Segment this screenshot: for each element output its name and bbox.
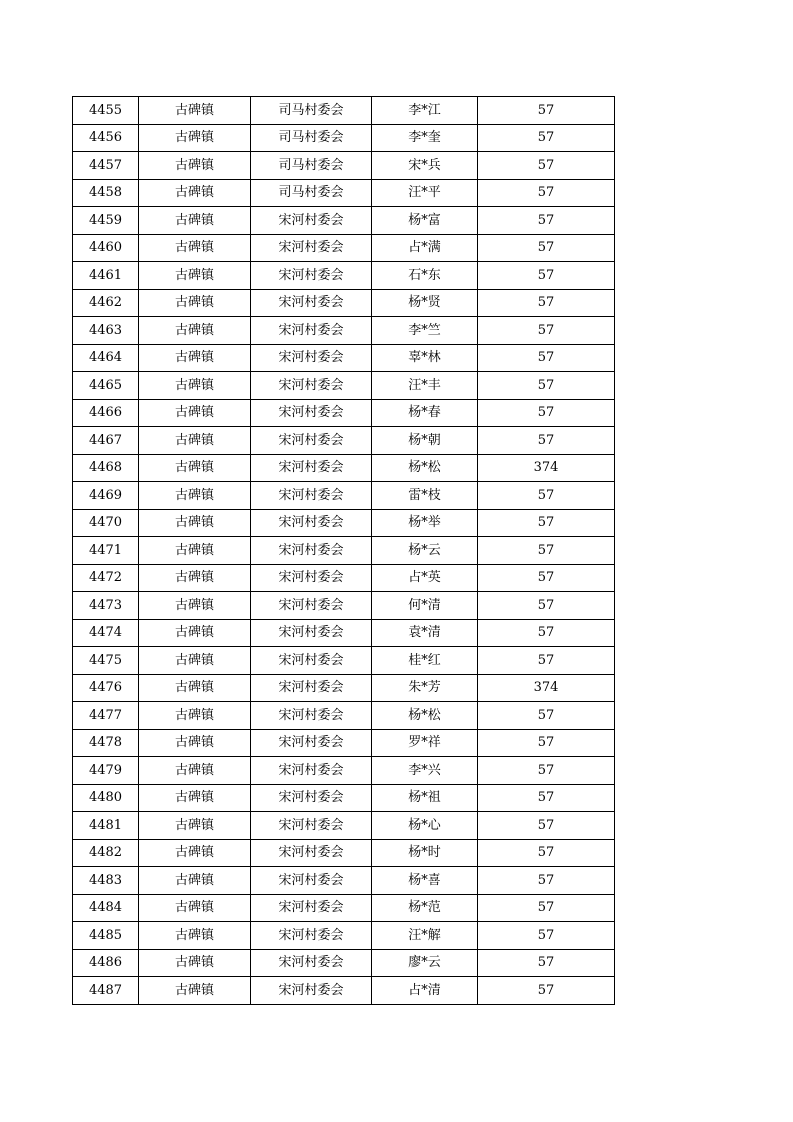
amount-cell: 57 [478, 124, 615, 152]
name-cell: 李*兴 [372, 757, 478, 785]
row-number-cell: 4466 [73, 399, 139, 427]
village-committee-cell: 宋河村委会 [251, 482, 372, 510]
name-cell: 杨*心 [372, 812, 478, 840]
table-row [73, 152, 615, 180]
amount-cell: 57 [478, 234, 615, 262]
town-cell: 古碑镇 [139, 124, 251, 152]
town-cell: 古碑镇 [139, 289, 251, 317]
village-committee-cell: 宋河村委会 [251, 867, 372, 895]
town-cell: 古碑镇 [139, 812, 251, 840]
town-cell: 古碑镇 [139, 152, 251, 180]
row-number-cell: 4471 [73, 537, 139, 565]
name-cell: 占*满 [372, 234, 478, 262]
table-row [73, 867, 615, 895]
name-cell: 雷*枝 [372, 482, 478, 510]
amount-cell: 57 [478, 647, 615, 675]
row-number-cell: 4482 [73, 839, 139, 867]
name-cell: 宋*兵 [372, 152, 478, 180]
amount-cell: 374 [478, 454, 615, 482]
village-committee-cell: 宋河村委会 [251, 289, 372, 317]
amount-cell: 57 [478, 949, 615, 977]
village-committee-cell: 宋河村委会 [251, 784, 372, 812]
village-committee-cell: 宋河村委会 [251, 427, 372, 455]
amount-cell: 374 [478, 674, 615, 702]
village-committee-cell: 宋河村委会 [251, 592, 372, 620]
row-number-cell: 4470 [73, 509, 139, 537]
town-cell: 古碑镇 [139, 537, 251, 565]
name-cell: 杨*松 [372, 454, 478, 482]
amount-cell: 57 [478, 702, 615, 730]
village-committee-cell: 司马村委会 [251, 97, 372, 125]
village-committee-cell: 宋河村委会 [251, 509, 372, 537]
amount-cell: 57 [478, 344, 615, 372]
row-number-cell: 4476 [73, 674, 139, 702]
name-cell: 李*竺 [372, 317, 478, 345]
amount-cell: 57 [478, 509, 615, 537]
row-number-cell: 4472 [73, 564, 139, 592]
village-committee-cell: 司马村委会 [251, 179, 372, 207]
village-committee-cell: 宋河村委会 [251, 372, 372, 400]
town-cell: 古碑镇 [139, 317, 251, 345]
row-number-cell: 4483 [73, 867, 139, 895]
name-cell: 杨*喜 [372, 867, 478, 895]
table-row [73, 289, 615, 317]
table-row [73, 949, 615, 977]
row-number-cell: 4487 [73, 977, 139, 1005]
table-row [73, 427, 615, 455]
town-cell: 古碑镇 [139, 179, 251, 207]
town-cell: 古碑镇 [139, 372, 251, 400]
village-committee-cell: 司马村委会 [251, 124, 372, 152]
amount-cell: 57 [478, 289, 615, 317]
name-cell: 杨*朝 [372, 427, 478, 455]
amount-cell: 57 [478, 619, 615, 647]
table-row [73, 97, 615, 125]
village-committee-cell: 宋河村委会 [251, 537, 372, 565]
name-cell: 杨*举 [372, 509, 478, 537]
row-number-cell: 4455 [73, 97, 139, 125]
town-cell: 古碑镇 [139, 674, 251, 702]
town-cell: 古碑镇 [139, 977, 251, 1005]
amount-cell: 57 [478, 372, 615, 400]
row-number-cell: 4461 [73, 262, 139, 290]
row-number-cell: 4484 [73, 894, 139, 922]
name-cell: 杨*祖 [372, 784, 478, 812]
village-committee-cell: 宋河村委会 [251, 317, 372, 345]
table-body [73, 97, 615, 1005]
table-row [73, 647, 615, 675]
village-committee-cell: 宋河村委会 [251, 207, 372, 235]
row-number-cell: 4463 [73, 317, 139, 345]
row-number-cell: 4467 [73, 427, 139, 455]
town-cell: 古碑镇 [139, 702, 251, 730]
name-cell: 杨*春 [372, 399, 478, 427]
name-cell: 袁*清 [372, 619, 478, 647]
table-row [73, 372, 615, 400]
table-row [73, 179, 615, 207]
table-row [73, 702, 615, 730]
table-row [73, 922, 615, 950]
row-number-cell: 4475 [73, 647, 139, 675]
row-number-cell: 4473 [73, 592, 139, 620]
village-committee-cell: 司马村委会 [251, 152, 372, 180]
town-cell: 古碑镇 [139, 647, 251, 675]
row-number-cell: 4458 [73, 179, 139, 207]
town-cell: 古碑镇 [139, 867, 251, 895]
village-committee-cell: 宋河村委会 [251, 647, 372, 675]
name-cell: 杨*富 [372, 207, 478, 235]
table-row [73, 977, 615, 1005]
town-cell: 古碑镇 [139, 482, 251, 510]
amount-cell: 57 [478, 592, 615, 620]
village-committee-cell: 宋河村委会 [251, 344, 372, 372]
row-number-cell: 4460 [73, 234, 139, 262]
town-cell: 古碑镇 [139, 757, 251, 785]
village-committee-cell: 宋河村委会 [251, 702, 372, 730]
row-number-cell: 4485 [73, 922, 139, 950]
village-committee-cell: 宋河村委会 [251, 949, 372, 977]
amount-cell: 57 [478, 977, 615, 1005]
name-cell: 汪*丰 [372, 372, 478, 400]
amount-cell: 57 [478, 922, 615, 950]
amount-cell: 57 [478, 729, 615, 757]
amount-cell: 57 [478, 97, 615, 125]
town-cell: 古碑镇 [139, 784, 251, 812]
town-cell: 古碑镇 [139, 922, 251, 950]
village-committee-cell: 宋河村委会 [251, 674, 372, 702]
row-number-cell: 4477 [73, 702, 139, 730]
name-cell: 何*清 [372, 592, 478, 620]
amount-cell: 57 [478, 784, 615, 812]
town-cell: 古碑镇 [139, 949, 251, 977]
row-number-cell: 4457 [73, 152, 139, 180]
village-committee-cell: 宋河村委会 [251, 262, 372, 290]
name-cell: 汪*平 [372, 179, 478, 207]
table-row [73, 729, 615, 757]
name-cell: 辜*林 [372, 344, 478, 372]
village-committee-cell: 宋河村委会 [251, 812, 372, 840]
table-row [73, 207, 615, 235]
table-row [73, 784, 615, 812]
row-number-cell: 4480 [73, 784, 139, 812]
table-row [73, 509, 615, 537]
amount-cell: 57 [478, 152, 615, 180]
name-cell: 廖*云 [372, 949, 478, 977]
row-number-cell: 4481 [73, 812, 139, 840]
amount-cell: 57 [478, 317, 615, 345]
row-number-cell: 4456 [73, 124, 139, 152]
name-cell: 杨*范 [372, 894, 478, 922]
table-row [73, 317, 615, 345]
table-row [73, 812, 615, 840]
town-cell: 古碑镇 [139, 619, 251, 647]
town-cell: 古碑镇 [139, 427, 251, 455]
amount-cell: 57 [478, 482, 615, 510]
name-cell: 占*清 [372, 977, 478, 1005]
town-cell: 古碑镇 [139, 344, 251, 372]
name-cell: 李*奎 [372, 124, 478, 152]
town-cell: 古碑镇 [139, 729, 251, 757]
table-row [73, 262, 615, 290]
table-row [73, 124, 615, 152]
table-row [73, 674, 615, 702]
town-cell: 古碑镇 [139, 839, 251, 867]
name-cell: 罗*祥 [372, 729, 478, 757]
table-row [73, 344, 615, 372]
town-cell: 古碑镇 [139, 399, 251, 427]
row-number-cell: 4468 [73, 454, 139, 482]
table-row [73, 537, 615, 565]
town-cell: 古碑镇 [139, 454, 251, 482]
name-cell: 石*东 [372, 262, 478, 290]
village-committee-cell: 宋河村委会 [251, 977, 372, 1005]
amount-cell: 57 [478, 812, 615, 840]
table-row [73, 454, 615, 482]
name-cell: 杨*松 [372, 702, 478, 730]
row-number-cell: 4464 [73, 344, 139, 372]
name-cell: 朱*芳 [372, 674, 478, 702]
town-cell: 古碑镇 [139, 97, 251, 125]
amount-cell: 57 [478, 207, 615, 235]
table-row [73, 399, 615, 427]
amount-cell: 57 [478, 867, 615, 895]
town-cell: 古碑镇 [139, 509, 251, 537]
row-number-cell: 4465 [73, 372, 139, 400]
name-cell: 汪*解 [372, 922, 478, 950]
amount-cell: 57 [478, 399, 615, 427]
amount-cell: 57 [478, 564, 615, 592]
name-cell: 李*江 [372, 97, 478, 125]
village-committee-cell: 宋河村委会 [251, 619, 372, 647]
amount-cell: 57 [478, 839, 615, 867]
name-cell: 杨*云 [372, 537, 478, 565]
name-cell: 杨*时 [372, 839, 478, 867]
table-row [73, 839, 615, 867]
village-committee-cell: 宋河村委会 [251, 894, 372, 922]
row-number-cell: 4486 [73, 949, 139, 977]
town-cell: 古碑镇 [139, 207, 251, 235]
town-cell: 古碑镇 [139, 592, 251, 620]
town-cell: 古碑镇 [139, 894, 251, 922]
row-number-cell: 4474 [73, 619, 139, 647]
town-cell: 古碑镇 [139, 234, 251, 262]
village-committee-cell: 宋河村委会 [251, 839, 372, 867]
row-number-cell: 4462 [73, 289, 139, 317]
amount-cell: 57 [478, 537, 615, 565]
amount-cell: 57 [478, 262, 615, 290]
amount-cell: 57 [478, 427, 615, 455]
amount-cell: 57 [478, 757, 615, 785]
row-number-cell: 4479 [73, 757, 139, 785]
table-row [73, 482, 615, 510]
village-committee-cell: 宋河村委会 [251, 564, 372, 592]
row-number-cell: 4469 [73, 482, 139, 510]
village-committee-cell: 宋河村委会 [251, 234, 372, 262]
name-cell: 桂*红 [372, 647, 478, 675]
row-number-cell: 4478 [73, 729, 139, 757]
town-cell: 古碑镇 [139, 564, 251, 592]
table-row [73, 619, 615, 647]
village-committee-cell: 宋河村委会 [251, 454, 372, 482]
table-row [73, 757, 615, 785]
table-row [73, 592, 615, 620]
table-row [73, 234, 615, 262]
table-row [73, 894, 615, 922]
row-number-cell: 4459 [73, 207, 139, 235]
amount-cell: 57 [478, 894, 615, 922]
name-cell: 占*英 [372, 564, 478, 592]
village-committee-cell: 宋河村委会 [251, 757, 372, 785]
village-committee-cell: 宋河村委会 [251, 922, 372, 950]
name-cell: 杨*贤 [372, 289, 478, 317]
amount-cell: 57 [478, 179, 615, 207]
data-table [72, 96, 615, 1005]
village-committee-cell: 宋河村委会 [251, 399, 372, 427]
village-committee-cell: 宋河村委会 [251, 729, 372, 757]
town-cell: 古碑镇 [139, 262, 251, 290]
table-row [73, 564, 615, 592]
